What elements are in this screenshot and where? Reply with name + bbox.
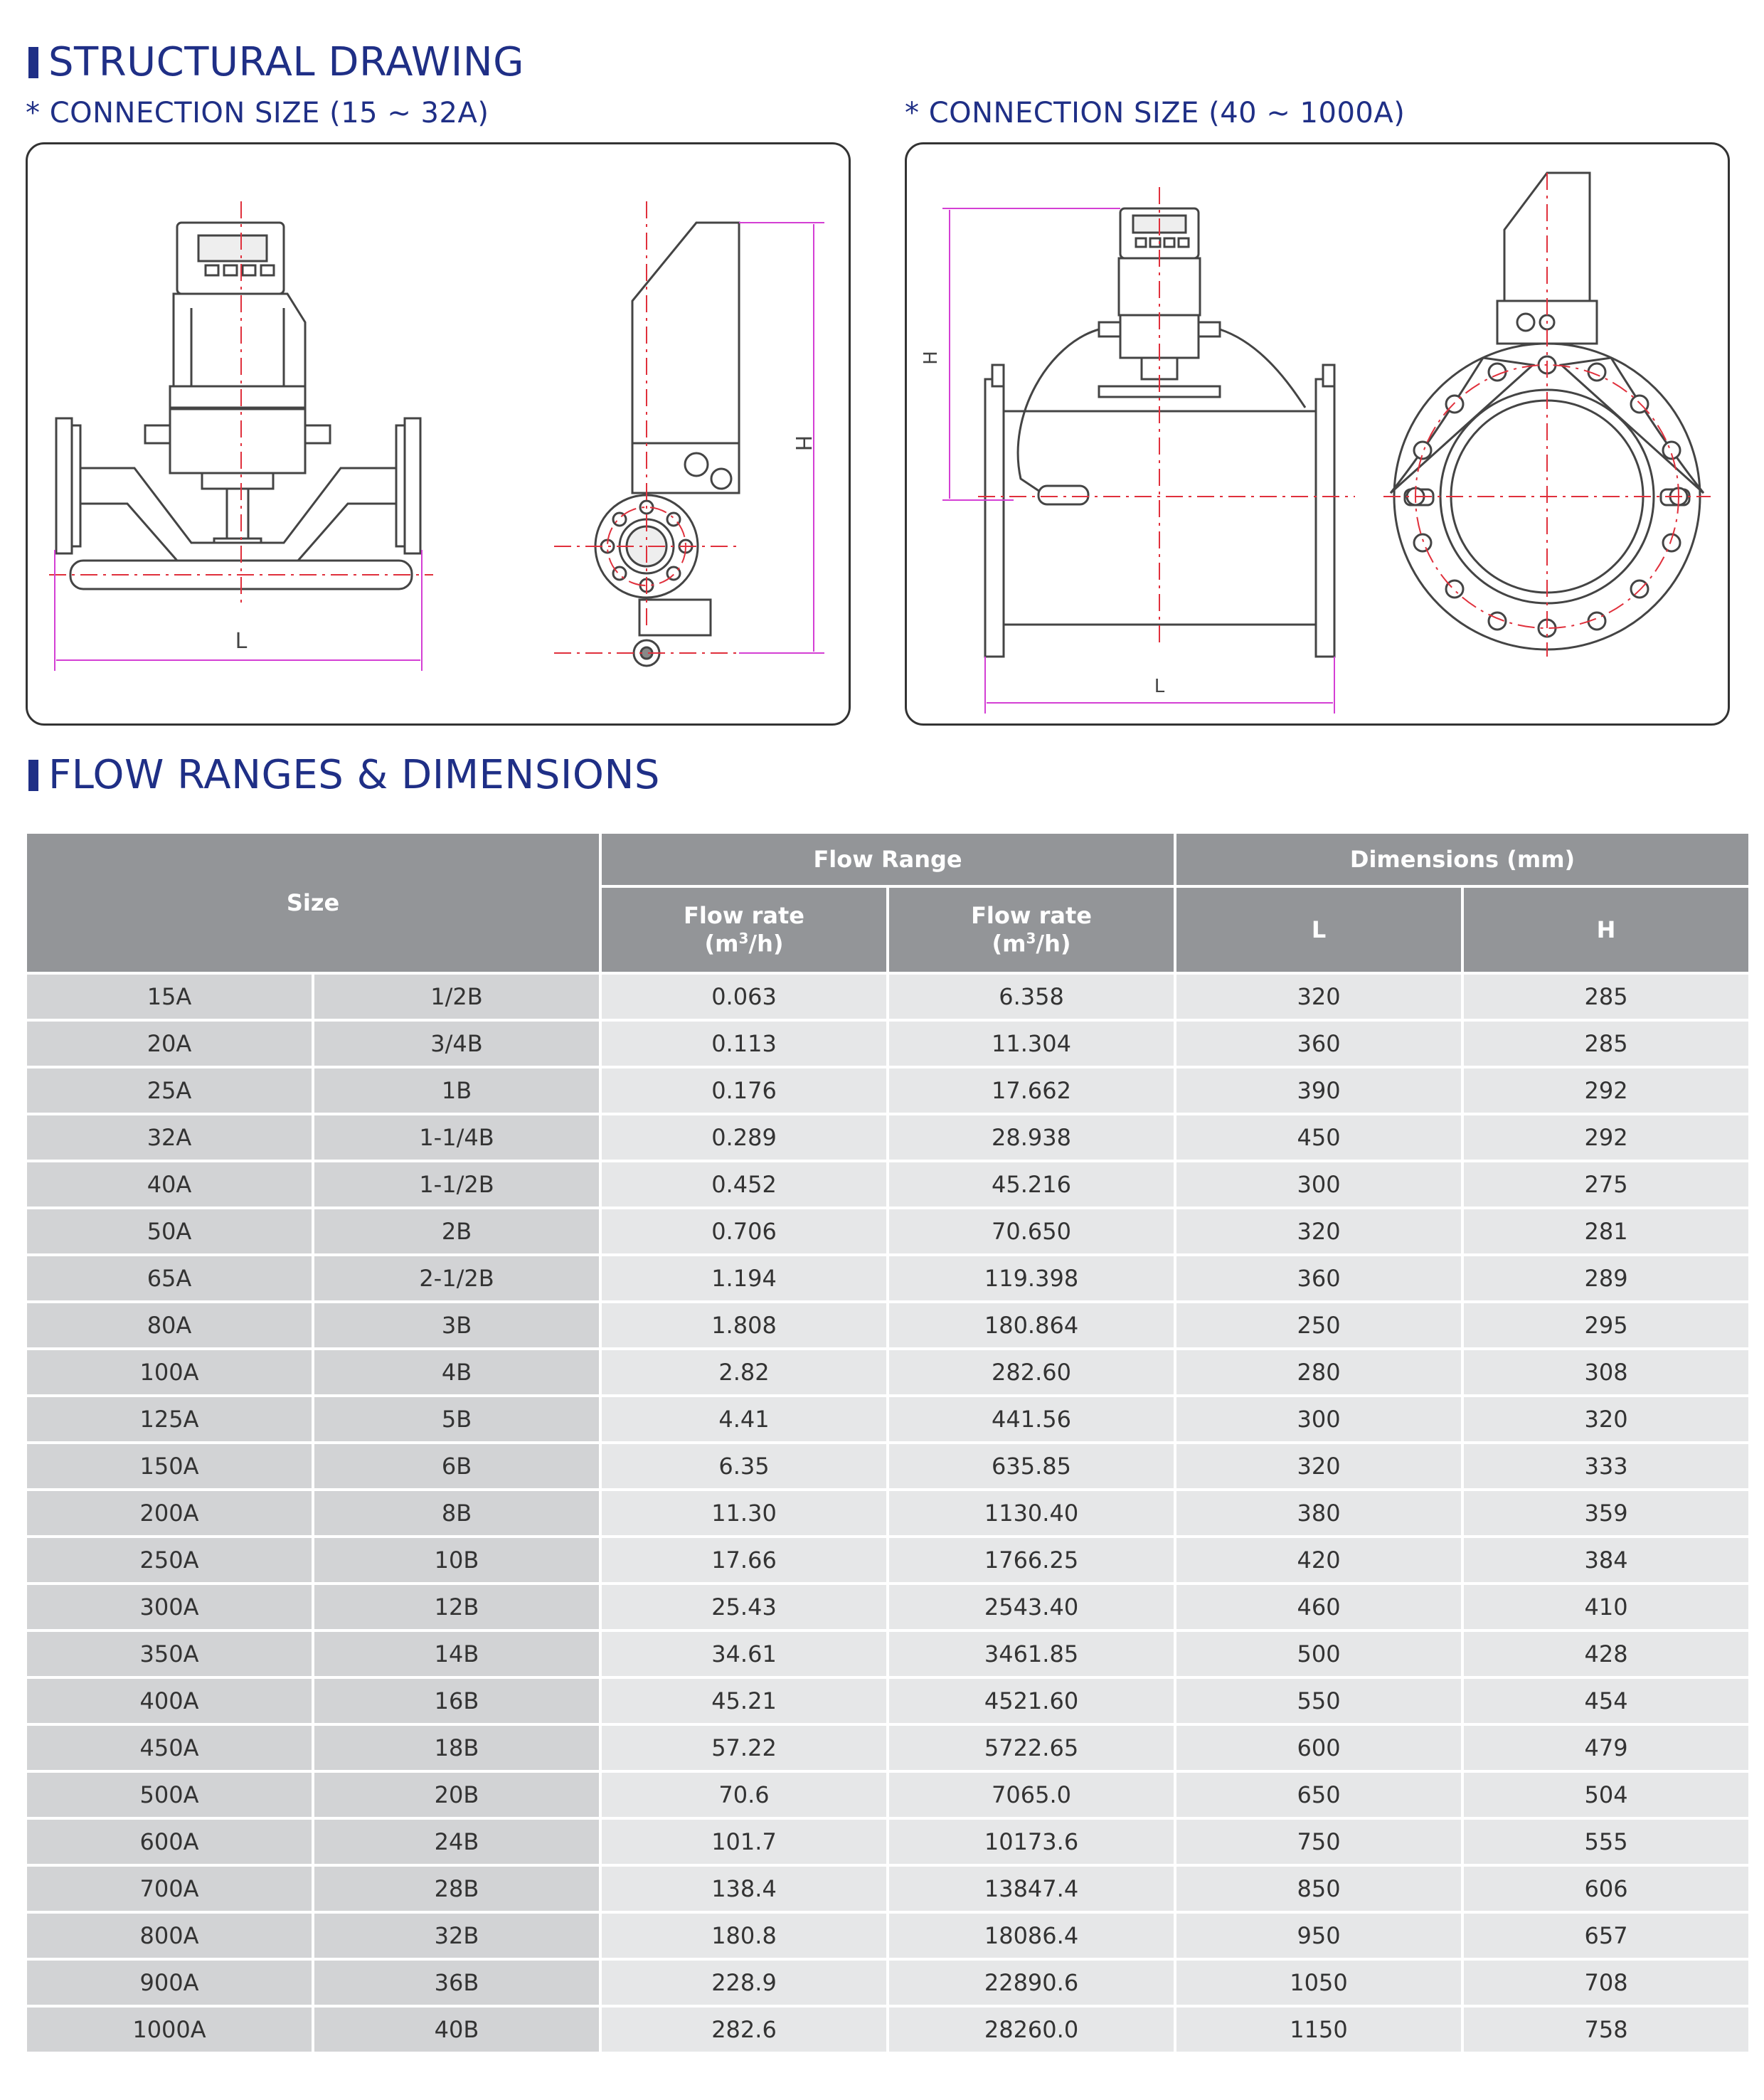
size-b-cell: 5B [314,1397,599,1441]
left-dim-L-label: L [235,629,248,654]
dim-L-cell: 460 [1176,1585,1461,1629]
size-a-cell: 450A [27,1726,312,1770]
flow-rate-min-cell: 282.6 [602,2008,886,2052]
flow-rate-max-cell: 18086.4 [889,1914,1174,1958]
table-row [27,1679,1748,1723]
dim-L-cell: 450 [1176,1115,1461,1160]
flow-rate-max-cell: 441.56 [889,1397,1174,1441]
dim-H-cell: 308 [1464,1350,1748,1394]
table-row [27,1303,1748,1347]
dim-H-cell: 320 [1464,1397,1748,1441]
flow-rate-max-cell: 5722.65 [889,1726,1174,1770]
size-a-cell: 80A [27,1303,312,1347]
flow-rate-max-cell: 11.304 [889,1022,1174,1066]
table-row [27,1350,1748,1394]
size-b-cell: 1-1/4B [314,1115,599,1160]
flow-rate-max-header: Flow rate $(m^3/h)$ [889,888,1174,972]
flow-rate-max-cell: 4521.60 [889,1679,1174,1723]
size-a-cell: 100A [27,1350,312,1394]
flow-dimensions-table [24,831,1751,2054]
dim-L-cell: 360 [1176,1256,1461,1300]
dim-L-cell: 500 [1176,1632,1461,1676]
dim-H-cell: 292 [1464,1115,1748,1160]
size-b-cell: 1-1/2B [314,1162,599,1207]
flow-rate-max-cell: 1766.25 [889,1538,1174,1582]
size-b-cell: 4B [314,1350,599,1394]
flow-rate-min-cell: 0.452 [602,1162,886,1207]
flow-rate-max-cell: 28.938 [889,1115,1174,1160]
flow-rate-max-cell: 17.662 [889,1068,1174,1113]
flow-rate-min-cell: 0.289 [602,1115,886,1160]
size-a-cell: 350A [27,1632,312,1676]
size-b-cell: 16B [314,1679,599,1723]
flow-rate-min-header: Flow rate $(m^3/h)$ [602,888,886,972]
flow-rate-min-cell: 0.706 [602,1209,886,1253]
size-a-cell: 400A [27,1679,312,1723]
dim-H-cell: 289 [1464,1256,1748,1300]
size-b-cell: 10B [314,1538,599,1582]
flow-rate-max-cell: 2543.40 [889,1585,1174,1629]
dim-H-cell: 454 [1464,1679,1748,1723]
dim-L-cell: 650 [1176,1773,1461,1817]
size-a-cell: 15A [27,975,312,1019]
dim-H-cell: 281 [1464,1209,1748,1253]
dim-L-cell: 600 [1176,1726,1461,1770]
flow-rate-min-cell: 1.808 [602,1303,886,1347]
size-a-cell: 900A [27,1961,312,2005]
dim-H-cell: 275 [1464,1162,1748,1207]
size-b-cell: 1B [314,1068,599,1113]
dim-H-cell: 479 [1464,1726,1748,1770]
size-b-cell: 2B [314,1209,599,1253]
flow-ranges-title: FLOW RANGES & DIMENSIONS [48,752,660,798]
size-b-cell: 14B [314,1632,599,1676]
size-a-cell: 500A [27,1773,312,1817]
flow-rate-min-cell: 45.21 [602,1679,886,1723]
table-row [27,1022,1748,1066]
size-b-cell: 8B [314,1491,599,1535]
dim-H-cell: 504 [1464,1773,1748,1817]
flow-rate-max-cell: 6.358 [889,975,1174,1019]
flow-rate-max-cell: 13847.4 [889,1867,1174,1911]
flow-rate-max-cell: 70.650 [889,1209,1174,1253]
dim-L-cell: 950 [1176,1914,1461,1958]
size-b-cell: 3/4B [314,1022,599,1066]
flow-rate-min-cell: 138.4 [602,1867,886,1911]
dim-H-cell: 428 [1464,1632,1748,1676]
dim-H-cell: 295 [1464,1303,1748,1347]
size-a-cell: 65A [27,1256,312,1300]
flow-rate-max-cell: 635.85 [889,1444,1174,1488]
size-b-cell: 40B [314,2008,599,2052]
size-b-cell: 24B [314,1820,599,1864]
right-connection-caption: * CONNECTION SIZE (40 ~ 1000A) [905,97,1406,129]
dim-L-cell: 550 [1176,1679,1461,1723]
dim-L-cell: 360 [1176,1022,1461,1066]
flow-rate-min-cell: 6.35 [602,1444,886,1488]
flow-rate-min-cell: 101.7 [602,1820,886,1864]
size-a-cell: 600A [27,1820,312,1864]
table-row [27,1397,1748,1441]
dim-H-cell: 657 [1464,1914,1748,1958]
dim-L-cell: 390 [1176,1068,1461,1113]
size-a-cell: 125A [27,1397,312,1441]
dim-L-cell: 250 [1176,1303,1461,1347]
flow-rate-min-cell: 25.43 [602,1585,886,1629]
table-row [27,1538,1748,1582]
heading-marker [28,760,38,791]
size-b-cell: 18B [314,1726,599,1770]
flow-rate-min-cell: 34.61 [602,1632,886,1676]
dim-L-cell: 320 [1176,975,1461,1019]
flow-rate-max-cell: 3461.85 [889,1632,1174,1676]
table-row [27,1162,1748,1207]
size-a-cell: 32A [27,1115,312,1160]
dim-H-cell: 359 [1464,1491,1748,1535]
size-b-cell: 20B [314,1773,599,1817]
dim-L-cell: 320 [1176,1444,1461,1488]
size-a-cell: 700A [27,1867,312,1911]
dim-H-cell: 555 [1464,1820,1748,1864]
size-b-cell: 36B [314,1961,599,2005]
size-b-cell: 1/2B [314,975,599,1019]
size-a-cell: 250A [27,1538,312,1582]
right-dim-L-label: L [1154,676,1165,697]
table-row [27,1867,1748,1911]
flow-rate-max-cell: 180.864 [889,1303,1174,1347]
table-row [27,2008,1748,2052]
flow-rate-max-cell: 10173.6 [889,1820,1174,1864]
flow-rate-max-cell: 7065.0 [889,1773,1174,1817]
dim-L-cell: 420 [1176,1538,1461,1582]
flow-rate-min-cell: 228.9 [602,1961,886,2005]
flow-rate-max-cell: 45.216 [889,1162,1174,1207]
size-b-cell: 6B [314,1444,599,1488]
flow-rate-max-cell: 119.398 [889,1256,1174,1300]
flow-rate-min-cell: 0.063 [602,975,886,1019]
flow-rate-min-cell: 0.176 [602,1068,886,1113]
dim-L-cell: 380 [1176,1491,1461,1535]
table-row [27,1961,1748,2005]
dim-H-cell: 708 [1464,1961,1748,2005]
small-meter-drawing-panel [26,142,851,726]
size-a-cell: 800A [27,1914,312,1958]
small-meter-drawing [28,144,851,726]
flow-rate-min-cell: 4.41 [602,1397,886,1441]
size-b-cell: 28B [314,1867,599,1911]
flow-rate-min-cell: 180.8 [602,1914,886,1958]
flow-rate-max-cell: 282.60 [889,1350,1174,1394]
table-row [27,1914,1748,1958]
right-dim-H-label: H [920,351,942,365]
flow-range-header: Flow Range [602,834,1174,885]
dim-L-cell: 300 [1176,1397,1461,1441]
dim-H-cell: 758 [1464,2008,1748,2052]
size-b-cell: 32B [314,1914,599,1958]
dim-L-cell: 1150 [1176,2008,1461,2052]
structural-drawing-heading [28,41,524,84]
size-a-cell: 25A [27,1068,312,1113]
dim-H-cell: 410 [1464,1585,1748,1629]
size-a-cell: 20A [27,1022,312,1066]
table-row [27,975,1748,1019]
table-row [27,1585,1748,1629]
table-row [27,1773,1748,1817]
dim-L-cell: 1050 [1176,1961,1461,2005]
dim-L-cell: 850 [1176,1867,1461,1911]
size-a-cell: 50A [27,1209,312,1253]
size-b-cell: 2-1/2B [314,1256,599,1300]
table-row [27,1115,1748,1160]
table-row [27,1491,1748,1535]
table-row [27,1068,1748,1113]
heading-marker [28,47,38,78]
table-row [27,1632,1748,1676]
flow-rate-min-cell: 2.82 [602,1350,886,1394]
table-row [27,1820,1748,1864]
flow-rate-max-cell: 1130.40 [889,1491,1174,1535]
dim-H-cell: 606 [1464,1867,1748,1911]
left-connection-caption: * CONNECTION SIZE (15 ~ 32A) [26,97,489,129]
table-row [27,1726,1748,1770]
flow-rate-min-cell: 70.6 [602,1773,886,1817]
dim-L-cell: 320 [1176,1209,1461,1253]
dim-H-cell: 285 [1464,975,1748,1019]
flow-rate-max-cell: 22890.6 [889,1961,1174,2005]
flow-rate-min-cell: 0.113 [602,1022,886,1066]
flow-ranges-heading [28,754,660,797]
large-meter-drawing [907,144,1730,726]
size-header: Size [27,834,599,972]
dim-H-cell: 292 [1464,1068,1748,1113]
size-b-cell: 12B [314,1585,599,1629]
dim-H-cell: 333 [1464,1444,1748,1488]
flow-rate-min-cell: 57.22 [602,1726,886,1770]
table-row [27,1209,1748,1253]
flow-rate-min-cell: 11.30 [602,1491,886,1535]
left-dim-H-label: H [790,435,815,452]
structural-drawing-title: STRUCTURAL DRAWING [48,39,525,85]
size-a-cell: 200A [27,1491,312,1535]
dim-H-cell: 384 [1464,1538,1748,1582]
flow-rate-min-cell: 17.66 [602,1538,886,1582]
flow-rate-min-cell: 1.194 [602,1256,886,1300]
size-b-cell: 3B [314,1303,599,1347]
size-a-cell: 40A [27,1162,312,1207]
flow-rate-max-cell: 28260.0 [889,2008,1174,2052]
size-a-cell: 150A [27,1444,312,1488]
large-meter-drawing-panel [905,142,1730,726]
dim-L-cell: 300 [1176,1162,1461,1207]
dim-L-cell: 750 [1176,1820,1461,1864]
size-a-cell: 300A [27,1585,312,1629]
table-row [27,1256,1748,1300]
dim-H-cell: 285 [1464,1022,1748,1066]
table-body [27,975,1748,2052]
dimensions-header: Dimensions (mm) [1176,834,1748,885]
size-a-cell: 1000A [27,2008,312,2052]
dimension-H-header: H [1464,888,1748,972]
dim-L-cell: 280 [1176,1350,1461,1394]
table-row [27,1444,1748,1488]
dimension-L-header: L [1176,888,1461,972]
